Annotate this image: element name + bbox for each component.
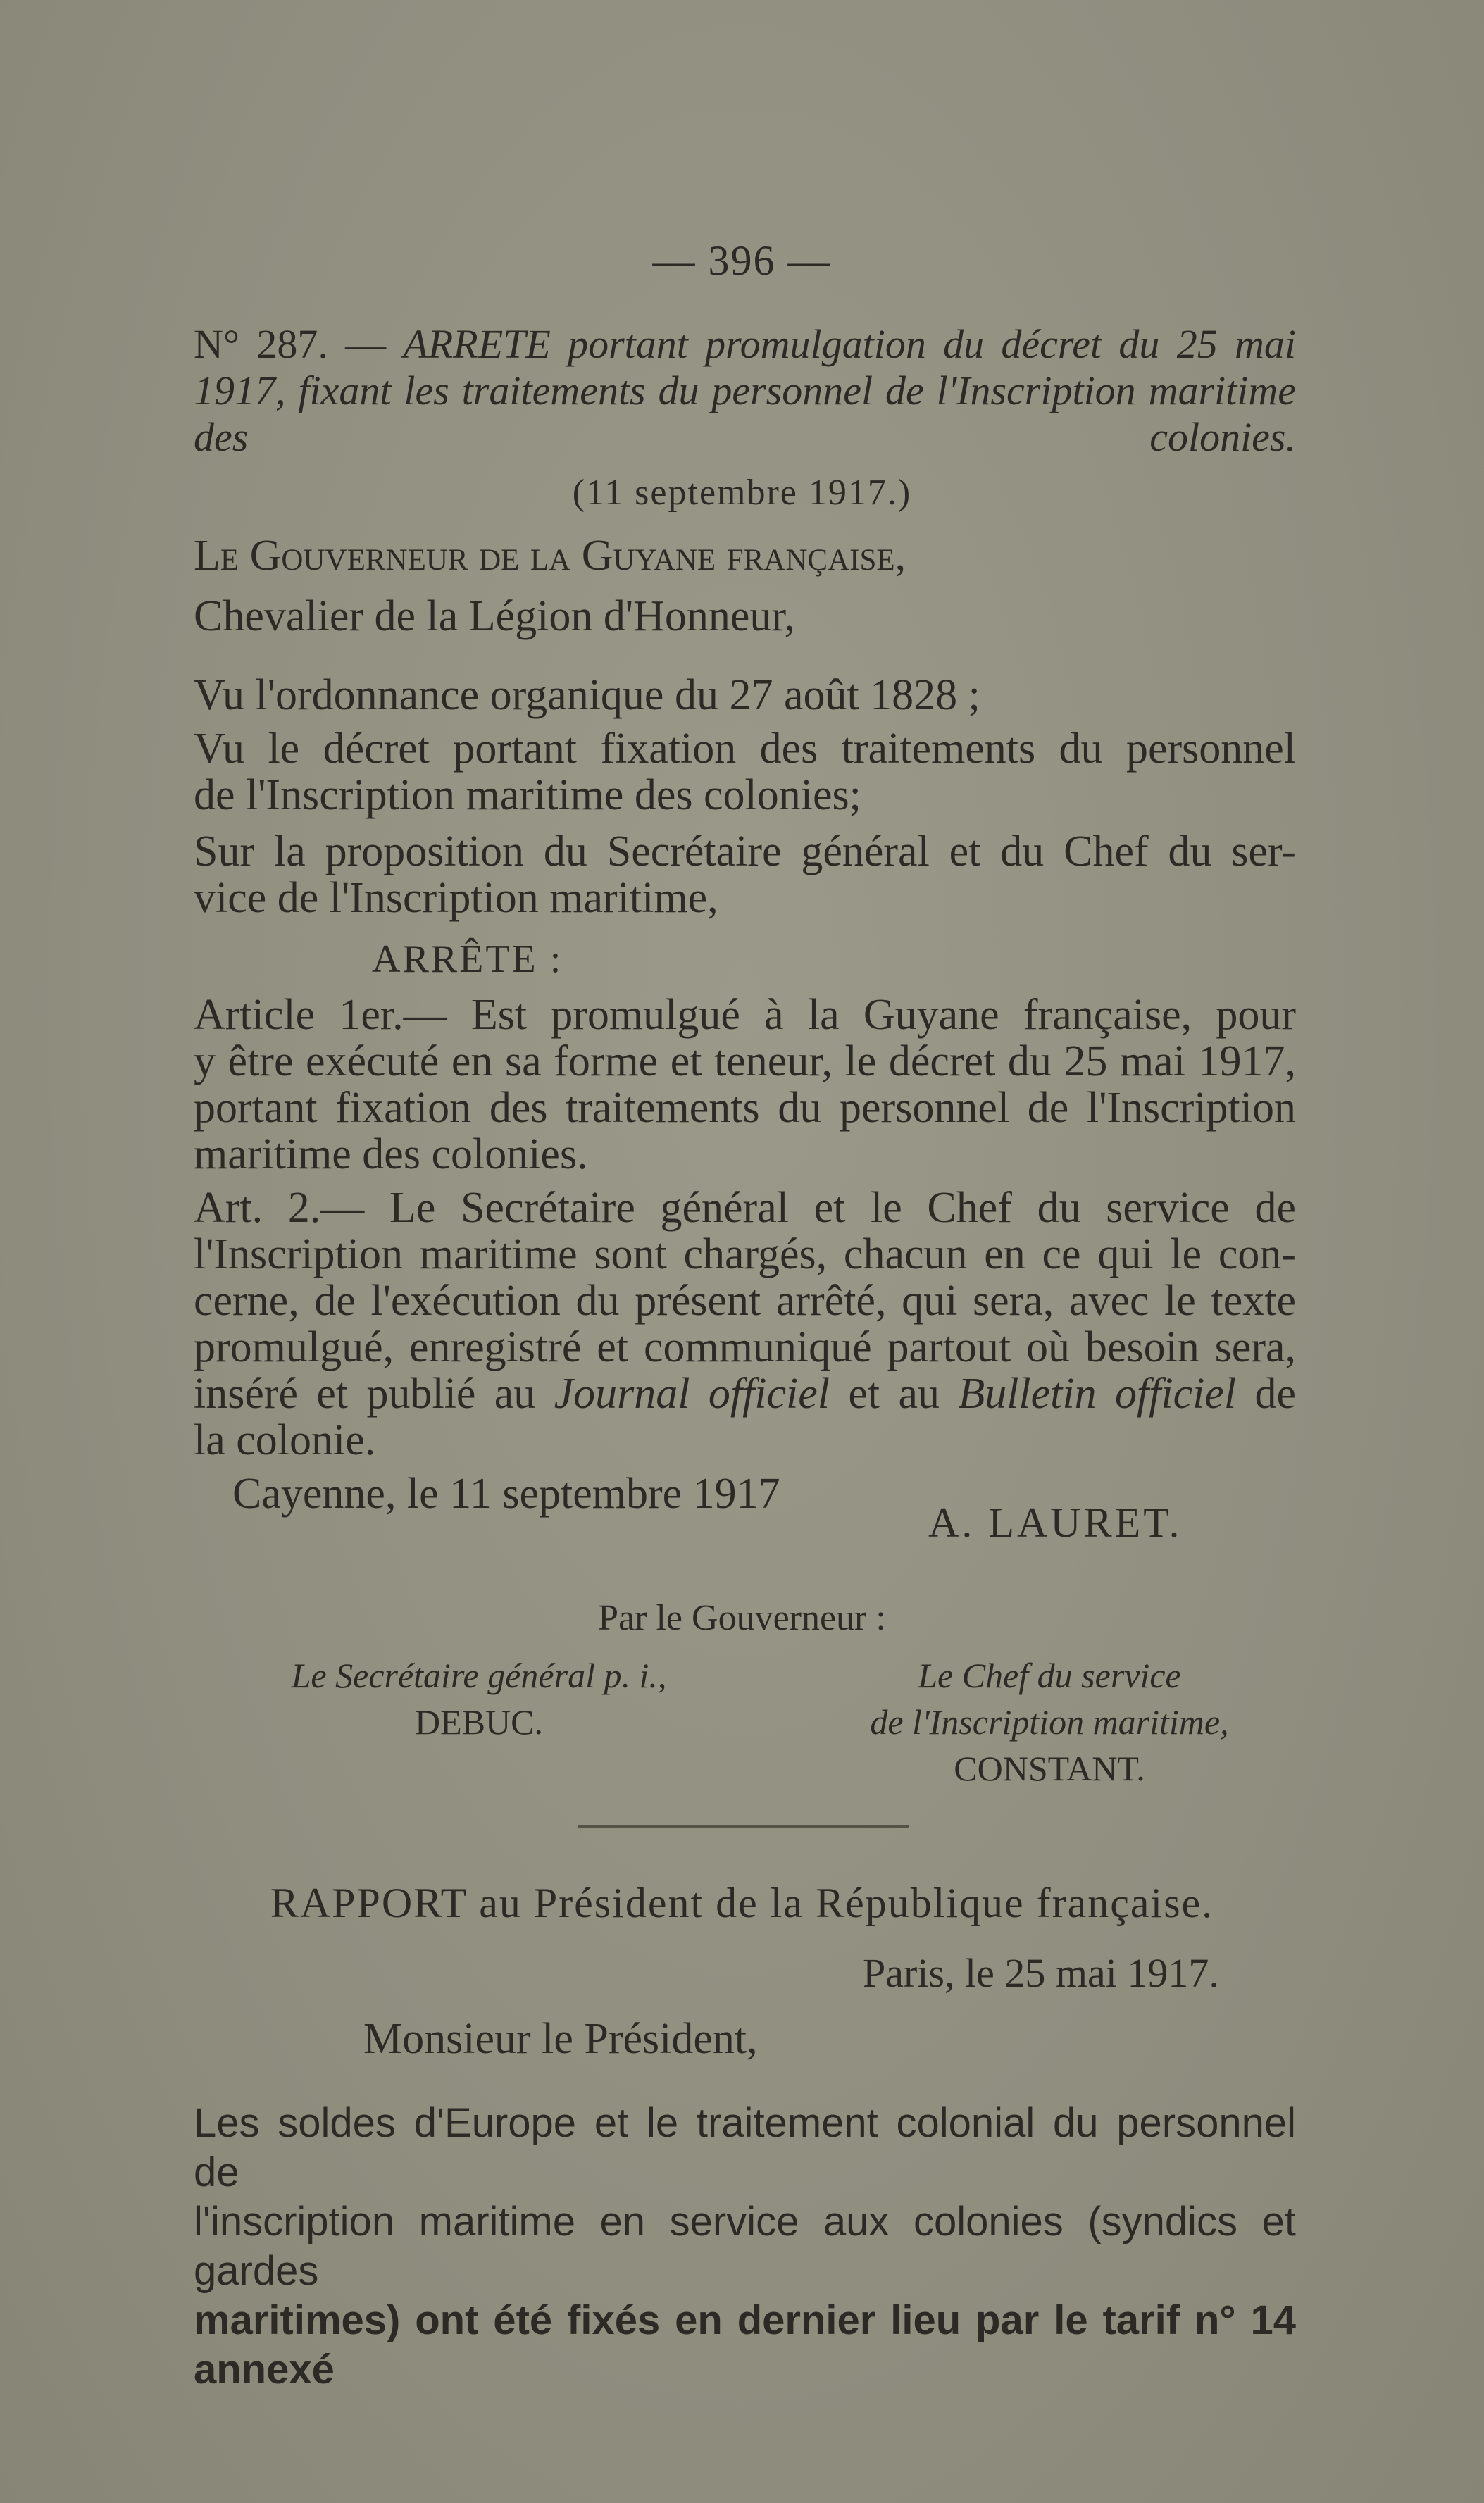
report-line: maritimes) ont été fixés en dernier lieu par le tarif n° 14 annexé [194,2297,1296,2392]
section-divider [578,1825,909,1828]
article-2-line: cerne, de l'exécution du présent arrêté, qui sera, avec le texte [194,1277,1296,1325]
legion-line: Chevalier de la Légion d'Honneur, [194,592,796,640]
article-2-line: l'Inscription maritime sont chargés, chacun en ce qui le con- [194,1230,1296,1278]
vu-decret [194,725,1296,818]
chef-title-line1: Le Chef du service [918,1656,1181,1695]
vu-ordonnance: Vu l'ordonnance organique du 27 août 1828 ; [194,671,980,719]
chef-title-line2: de l'Inscription maritime, [870,1702,1229,1742]
paris-date: Paris, le 25 mai 1917. [863,1950,1219,1996]
article-1-line: Article 1er.— Est promulgué à la Guyane française, pour [194,991,1296,1039]
report-line: l'inscription maritime en service aux colonies (syndics et gardes [194,2199,1296,2294]
journal-officiel: Journal officiel [554,1370,830,1418]
article-1-line: portant fixation des traitements du personnel de l'Inscription [194,1084,1296,1132]
chef-signature [803,1652,1296,1792]
arrete-date: (11 septembre 1917.) [572,473,912,513]
bulletin-officiel: Bulletin officiel [958,1370,1237,1418]
article-2-line: promulgué, enregistré et communiqué partout où besoin sera, [194,1323,1296,1371]
place-date: Cayenne, le 11 septembre 1917 [232,1470,780,1518]
arrete-heading [194,321,1296,461]
vu-decret-line1: Vu le décret portant fixation des traitements du personnel [194,725,1296,773]
sur-proposition [194,828,1296,921]
article-1-line: y être exécuté en sa forme et teneur, le décret du 25 mai 1917, [194,1037,1296,1085]
report-line: Les soldes d'Europe et le traitement colonial du personnel de [194,2100,1296,2195]
governor-line: Le Gouverneur de la Guyane française, [194,532,906,580]
arrete-number: N° 287. — [194,321,387,367]
article-2-line: Art. 2.— Le Secrétaire général et le Chef du service de [194,1184,1296,1232]
secretaire-signature [261,1652,697,1745]
secretaire-name: DEBUC. [415,1702,543,1742]
article-2 [194,1185,1296,1463]
arrete-label: ARRÊTE : [372,937,563,981]
report-body [194,2099,1296,2395]
vu-decret-line2: de l'Inscription maritime des colonies; [194,771,861,819]
sur-proposition-line1: Sur la proposition du Secrétaire général et du Chef du ser- [194,828,1296,875]
page-number: — 396 — [652,237,832,284]
governor-signature: A. LAURET. [928,1499,1183,1546]
rapport-heading: RAPPORT au Président de la République française. [270,1880,1214,1926]
article-1-line: maritime des colonies. [194,1130,588,1178]
article-2-line: inséré et publié au Journal officiel et au Bulletin officiel de [194,1370,1296,1418]
sur-proposition-line2: vice de l'Inscription maritime, [194,874,718,922]
secretaire-title: Le Secrétaire général p. i., [291,1656,667,1695]
article-1 [194,992,1296,1178]
article-2-line: la colonie. [194,1416,376,1464]
chef-name: CONSTANT. [954,1749,1145,1788]
arrete-title: ARRETE portant promulgation du décret du 25 mai 1917, fixant les traitements du personnel de l'Inscription maritime des colonies. [194,321,1296,460]
par-gouverneur: Par le Gouverneur : [598,1598,886,1638]
salutation: Monsieur le Président, [363,2015,758,2063]
